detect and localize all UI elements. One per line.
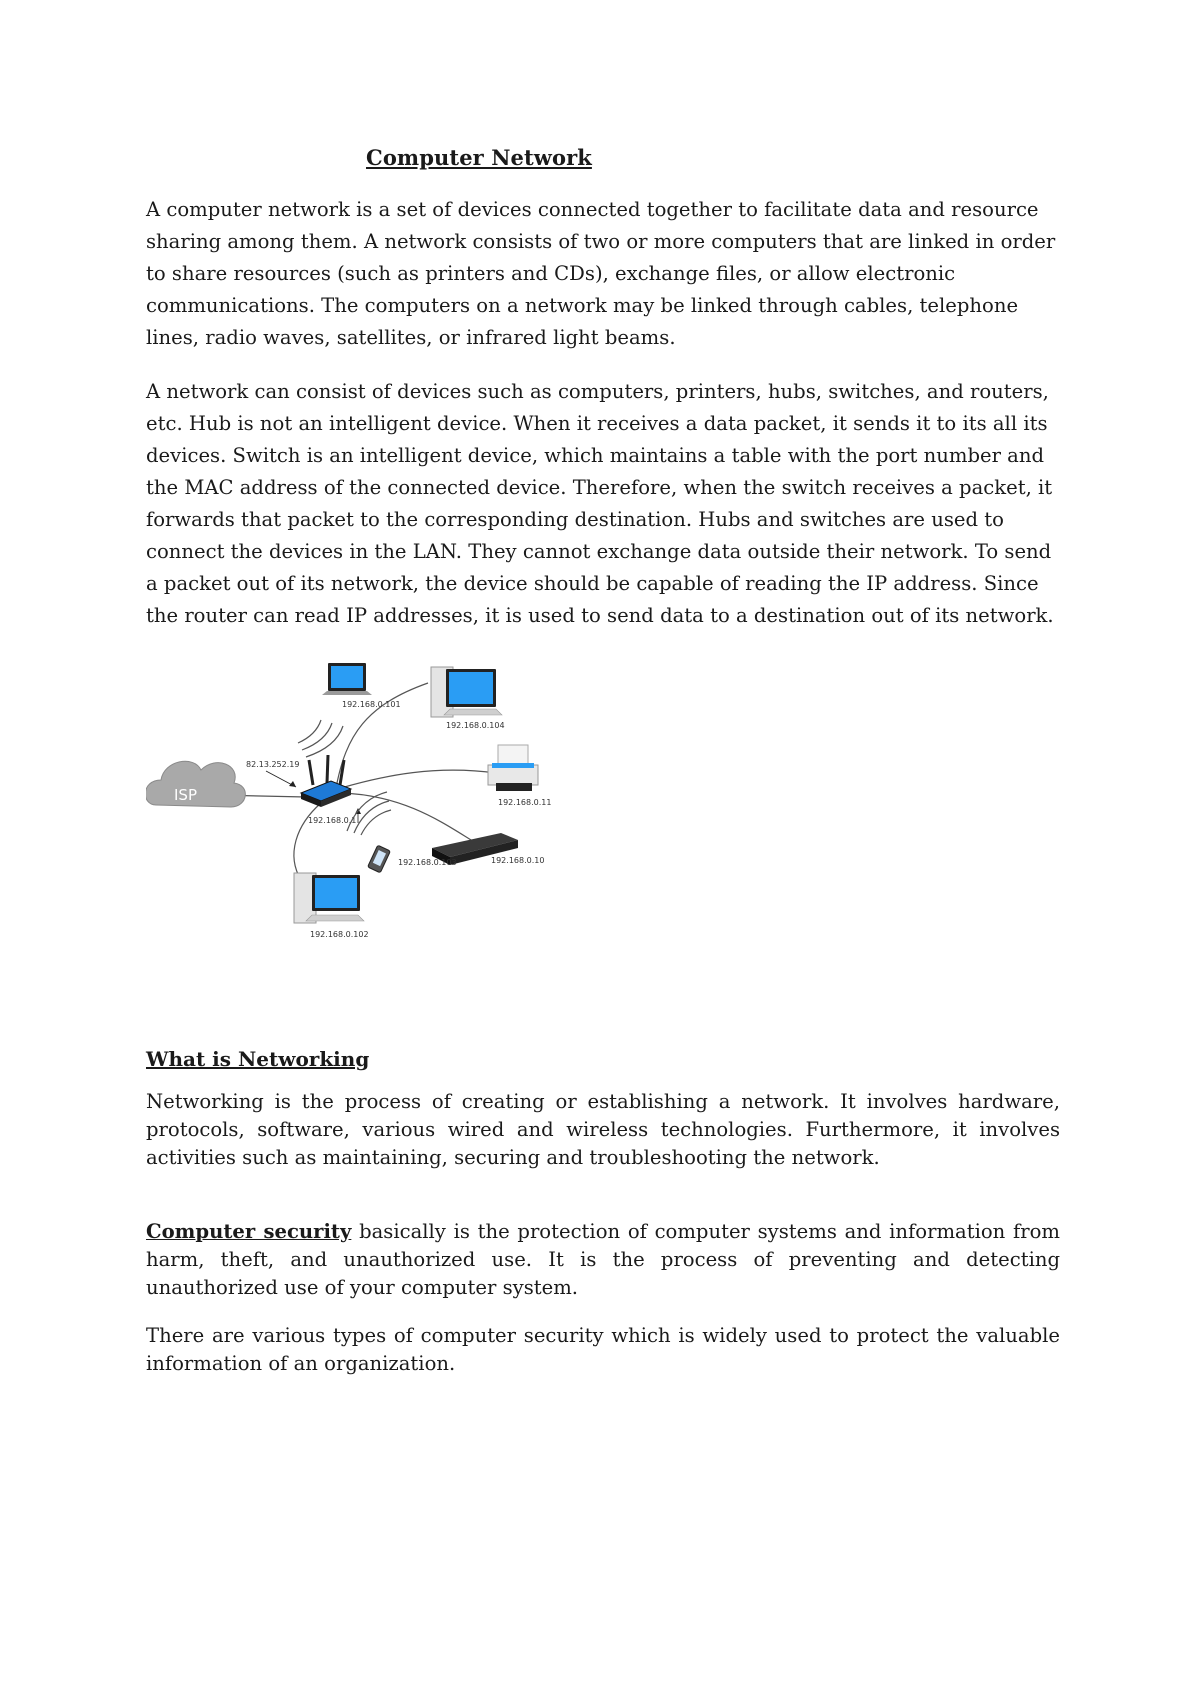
devices-paragraph: A network can consist of devices such as computers, printers, hubs, switches, and routers, etc. Hub is not an intelligent device. When it receives a data packet, it sends it to its all its devices. Switch is an intelligent device, which maintains a table with the port number and the MAC address of the connected device. Therefore, when the switch receives a packet, it forwards that packet to the corresponding destination. Hubs and switches are used to connect the devices in the LAN. They cannot exchange data outside their network. To send a packet out of its network, the device should be capable of reading the IP address. Since the router can read IP addresses, it is used to send data to a destination out of its network. bbox=[146, 380, 1054, 627]
printer-icon bbox=[488, 745, 538, 791]
desktop-top-icon bbox=[431, 667, 502, 717]
security-term: Computer security bbox=[146, 1220, 352, 1243]
isp-cloud-icon bbox=[146, 761, 245, 807]
networking-paragraph: Networking is the process of creating or establishing a network. It involves hardware, protocols, software, various wired and wireless technologies. Furthermore, it involves activities such as maintaining, securing and troubleshooting the network. bbox=[146, 1090, 1060, 1169]
router-wan-ip-label: 82.13.252.19 bbox=[246, 760, 300, 769]
security-paragraph-text: basically is the protection of computer systems and information from harm, theft, and unauthorized use. It is the process of preventing and detecting unauthorized use of your computer system. bbox=[146, 1220, 1060, 1299]
printer-cable bbox=[341, 770, 496, 788]
desktop-top-ip-label: 192.168.0.104 bbox=[446, 721, 505, 730]
phone-icon bbox=[368, 845, 391, 873]
phone-ip-label: 192.168.0.103 bbox=[398, 858, 457, 867]
security-paragraph bbox=[146, 1218, 1060, 1302]
desktop-bottom-cable bbox=[294, 803, 321, 880]
printer-ip-label: 192.168.0.11 bbox=[498, 798, 552, 807]
desktop-bottom-ip-label: 192.168.0.102 bbox=[310, 930, 369, 939]
security-types-paragraph: There are various types of computer security which is widely used to protect the valuable information of an organization. bbox=[146, 1324, 1060, 1375]
document-title: Computer Network bbox=[366, 145, 592, 170]
isp-label: ISP bbox=[174, 786, 197, 804]
networking-heading: What is Networking bbox=[146, 1047, 370, 1071]
intro-paragraph: A computer network is a set of devices connected together to facilitate data and resource sharing among them. A network consists of two or more computers that are linked in order to share resources (such as printers and CDs), exchange files, or allow electronic communications. The computers on a network may be linked through cables, telephone lines, radio waves, satellites, or infrared light beams. bbox=[146, 198, 1056, 349]
router-lan-ip-label: 192.168.0.1 bbox=[308, 816, 357, 825]
laptop-icon bbox=[322, 663, 372, 695]
network-diagram bbox=[146, 655, 576, 945]
nas-cable bbox=[341, 793, 476, 843]
router-icon bbox=[301, 755, 351, 807]
laptop-ip-label: 192.168.0.101 bbox=[342, 700, 401, 709]
nas-ip-label: 192.168.0.10 bbox=[491, 856, 545, 865]
desktop-bottom-icon bbox=[294, 873, 364, 923]
